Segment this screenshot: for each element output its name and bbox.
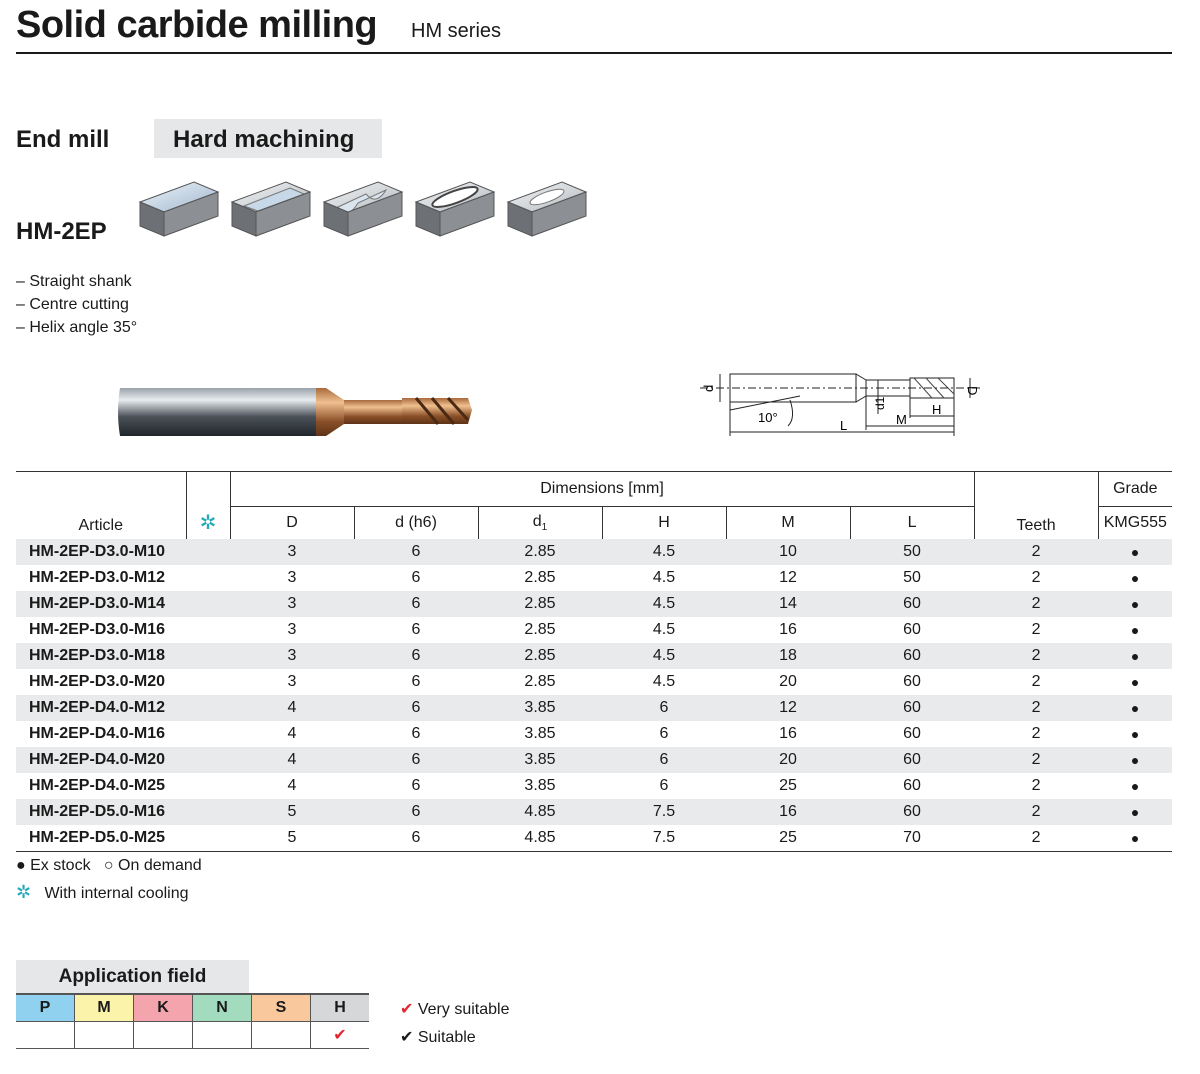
d1-cell: 3.85 — [524, 777, 556, 794]
L-cell: 60 — [850, 747, 974, 773]
d1-cell: 2.85 — [478, 539, 602, 565]
header-d1: $d_1$ — [478, 507, 602, 540]
D-cell: 3 — [230, 539, 354, 565]
d1-cell: 2.85 — [478, 643, 602, 669]
header-H: H — [602, 507, 726, 540]
d1-cell: 2.85 — [478, 591, 602, 617]
L-cell: 60 — [903, 621, 921, 638]
application-title: Application field — [58, 966, 207, 987]
H-cell: 4.5 — [652, 621, 676, 638]
dim-D-label: D — [965, 386, 980, 396]
d1-cell: 4.85 — [478, 825, 602, 852]
teeth-cell: 2 — [974, 747, 1098, 773]
table-row — [16, 721, 1172, 747]
table-row — [16, 643, 1172, 669]
plunge-icon — [508, 182, 586, 236]
pocket-icon — [416, 182, 494, 236]
D-cell: 4 — [230, 695, 354, 721]
H-cell: 4.5 — [652, 673, 676, 690]
table-row — [16, 773, 1172, 799]
article-cell: HM-2EP-D4.0-M20 — [16, 747, 186, 773]
application-table — [16, 993, 369, 1049]
cooling-cell — [186, 591, 230, 617]
L-cell: 60 — [903, 673, 921, 690]
series-label: HM series — [411, 20, 502, 42]
article-cell: HM-2EP-D5.0-M25 — [16, 825, 186, 852]
M-cell: 12 — [726, 695, 850, 721]
cooling-cell — [186, 565, 230, 591]
model-name: HM-2EP — [16, 218, 107, 245]
table-row — [16, 669, 1172, 695]
ex-stock-legend: ● Ex stock — [16, 857, 91, 874]
article-cell: HM-2EP-D5.0-M16 — [16, 799, 186, 825]
d-cell: 6 — [411, 621, 421, 638]
D-cell: 4 — [287, 725, 297, 742]
suitability-legend — [400, 996, 509, 1052]
M-cell: 18 — [726, 643, 850, 669]
category-label: End mill — [16, 126, 110, 153]
H-cell: 6 — [602, 695, 726, 721]
material-P: P — [16, 994, 75, 1022]
header-M: M — [726, 507, 850, 540]
D-cell: 4 — [230, 747, 354, 773]
cooling-cell — [186, 695, 230, 721]
shoulder-icon — [232, 182, 310, 236]
d1-cell: 2.85 — [524, 621, 556, 638]
d-cell: 6 — [354, 643, 478, 669]
M-cell: 25 — [779, 777, 797, 794]
mark-N — [193, 1022, 252, 1049]
article-cell: HM-2EP-D3.0-M10 — [16, 539, 186, 565]
stock-legend — [16, 852, 202, 907]
header-grade-name: KMG555 — [1098, 507, 1172, 540]
L-cell: 60 — [903, 725, 921, 742]
table-row — [16, 591, 1172, 617]
teeth-cell: 2 — [1031, 673, 1041, 690]
M-cell: 16 — [779, 621, 797, 638]
teeth-cell: 2 — [974, 799, 1098, 825]
L-cell: 50 — [850, 539, 974, 565]
dim-d-label: d — [701, 384, 716, 392]
L-cell: 60 — [850, 643, 974, 669]
D-cell: 5 — [230, 825, 354, 852]
L-cell: 60 — [850, 695, 974, 721]
cooling-cell — [186, 617, 230, 643]
M-cell: 16 — [726, 799, 850, 825]
L-cell: 70 — [850, 825, 974, 852]
table-row — [16, 565, 1172, 591]
H-cell: 4.5 — [652, 569, 676, 586]
dim-d1-label: d1 — [873, 396, 887, 410]
material-M: M — [75, 994, 134, 1022]
cooling-icon: ✲ — [16, 882, 32, 902]
H-cell: 6 — [659, 777, 669, 794]
teeth-cell: 2 — [1031, 621, 1041, 638]
suitable-label: Suitable — [417, 1029, 476, 1046]
header-teeth: Teeth — [974, 472, 1098, 540]
subcategory-label: Hard machining — [173, 126, 355, 153]
D-cell: 5 — [230, 799, 354, 825]
H-cell: 6 — [602, 747, 726, 773]
very-suitable-label: Very suitable — [417, 1001, 510, 1018]
cooling-cell — [186, 669, 230, 695]
grade-cell: ● — [1130, 726, 1140, 742]
d1-cell: 3.85 — [524, 725, 556, 742]
article-cell: HM-2EP-D4.0-M25 — [29, 777, 166, 794]
grade-cell: ● — [1130, 570, 1140, 586]
header-L: L — [850, 507, 974, 540]
dim-H-label: H — [932, 402, 942, 417]
grade-cell: ● — [1130, 778, 1140, 794]
cooling-legend: With internal cooling — [44, 885, 189, 902]
mark-P — [16, 1022, 75, 1049]
cooling-cell — [186, 539, 230, 565]
mark-K — [134, 1022, 193, 1049]
L-cell: 60 — [903, 777, 921, 794]
H-cell: 4.5 — [602, 539, 726, 565]
d-cell: 6 — [354, 591, 478, 617]
d1-cell: 2.85 — [524, 673, 556, 690]
material-K: K — [134, 994, 193, 1022]
M-cell: 12 — [779, 569, 797, 586]
teeth-cell: 2 — [1031, 569, 1041, 586]
d-cell: 6 — [411, 673, 421, 690]
feature-list — [16, 270, 137, 339]
teeth-cell: 2 — [974, 695, 1098, 721]
page-title: Solid carbide milling — [16, 4, 378, 46]
article-cell: HM-2EP-D3.0-M20 — [29, 673, 166, 690]
H-cell: 4.5 — [602, 643, 726, 669]
cooling-cell — [186, 825, 230, 852]
H-cell: 4.5 — [602, 591, 726, 617]
header-D: D — [230, 507, 354, 540]
grade-cell: ● — [1098, 695, 1172, 721]
d-cell: 6 — [354, 695, 478, 721]
article-cell: HM-2EP-D4.0-M16 — [29, 725, 166, 742]
grade-cell: ● — [1098, 799, 1172, 825]
D-cell: 3 — [230, 643, 354, 669]
header-cooling — [186, 472, 230, 540]
D-cell: 3 — [287, 673, 297, 690]
on-demand-legend: ○ On demand — [103, 857, 202, 874]
slot-icon — [324, 182, 402, 236]
L-cell: 50 — [903, 569, 921, 586]
M-cell: 16 — [779, 725, 797, 742]
M-cell: 25 — [726, 825, 850, 852]
block-face-icon — [140, 182, 218, 236]
H-cell: 7.5 — [602, 825, 726, 852]
mark-S — [252, 1022, 311, 1049]
D-cell: 4 — [287, 777, 297, 794]
cooling-cell — [186, 747, 230, 773]
d1-cell: 4.85 — [478, 799, 602, 825]
M-cell: 14 — [726, 591, 850, 617]
grade-cell: ● — [1130, 674, 1140, 690]
operation-icons — [136, 180, 596, 244]
d-cell: 6 — [354, 747, 478, 773]
table-row — [16, 617, 1172, 643]
end-mill-image — [116, 380, 486, 440]
grade-cell: ● — [1098, 825, 1172, 852]
teeth-cell: 2 — [974, 591, 1098, 617]
mark-M — [75, 1022, 134, 1049]
grade-cell: ● — [1130, 622, 1140, 638]
material-H: H — [311, 994, 370, 1022]
d-cell: 6 — [411, 725, 421, 742]
article-cell: HM-2EP-D3.0-M16 — [29, 621, 166, 638]
L-cell: 60 — [850, 799, 974, 825]
technical-drawing — [700, 360, 990, 440]
feature-item: – Centre cutting — [16, 296, 129, 313]
d-cell: 6 — [354, 539, 478, 565]
spec-table — [16, 471, 1172, 852]
feature-item: – Helix angle 35° — [16, 319, 138, 336]
material-N: N — [193, 994, 252, 1022]
cooling-icon: ✲ — [199, 512, 217, 534]
D-cell: 3 — [287, 569, 297, 586]
cooling-cell — [186, 721, 230, 747]
teeth-cell: 2 — [974, 539, 1098, 565]
D-cell: 3 — [287, 621, 297, 638]
cooling-cell — [186, 643, 230, 669]
teeth-cell: 2 — [1031, 777, 1041, 794]
dim-L-label: L — [840, 418, 848, 433]
d-cell: 6 — [411, 569, 421, 586]
cooling-cell — [186, 799, 230, 825]
feature-item: – Straight shank — [16, 273, 132, 290]
header-grade: Grade — [1098, 472, 1172, 507]
d1-cell: 2.85 — [524, 569, 556, 586]
d1-cell: 3.85 — [478, 747, 602, 773]
H-cell: 7.5 — [602, 799, 726, 825]
cooling-cell — [186, 773, 230, 799]
D-cell: 3 — [230, 591, 354, 617]
d-cell: 6 — [354, 825, 478, 852]
M-cell: 10 — [726, 539, 850, 565]
article-cell: HM-2EP-D3.0-M14 — [16, 591, 186, 617]
d-cell: 6 — [354, 799, 478, 825]
header-dimensions: Dimensions [mm] — [230, 472, 974, 507]
article-cell: HM-2EP-D4.0-M12 — [16, 695, 186, 721]
grade-cell: ● — [1098, 591, 1172, 617]
H-cell: 6 — [659, 725, 669, 742]
article-cell: HM-2EP-D3.0-M18 — [16, 643, 186, 669]
article-cell: HM-2EP-D3.0-M12 — [29, 569, 166, 586]
grade-cell: ● — [1098, 747, 1172, 773]
dim-M-label: M — [896, 412, 907, 427]
dim-angle-label: 10° — [758, 410, 778, 425]
M-cell: 20 — [779, 673, 797, 690]
table-row — [16, 825, 1172, 852]
M-cell: 20 — [726, 747, 850, 773]
teeth-cell: 2 — [974, 825, 1098, 852]
very-suitable-check-icon: ✔ — [400, 1001, 414, 1018]
suitable-check-icon: ✔ — [400, 1029, 414, 1046]
teeth-cell: 2 — [974, 643, 1098, 669]
table-row — [16, 695, 1172, 721]
grade-cell: ● — [1098, 643, 1172, 669]
table-row — [16, 747, 1172, 773]
header-article: Article — [16, 472, 186, 540]
grade-cell: ● — [1098, 539, 1172, 565]
mark-H: ✔ — [311, 1022, 370, 1049]
header-d: d (h6) — [354, 507, 478, 540]
table-row — [16, 539, 1172, 565]
d1-cell: 3.85 — [478, 695, 602, 721]
material-S: S — [252, 994, 311, 1022]
table-row — [16, 799, 1172, 825]
L-cell: 60 — [850, 591, 974, 617]
title-divider — [16, 52, 1172, 54]
teeth-cell: 2 — [1031, 725, 1041, 742]
d-cell: 6 — [411, 777, 421, 794]
